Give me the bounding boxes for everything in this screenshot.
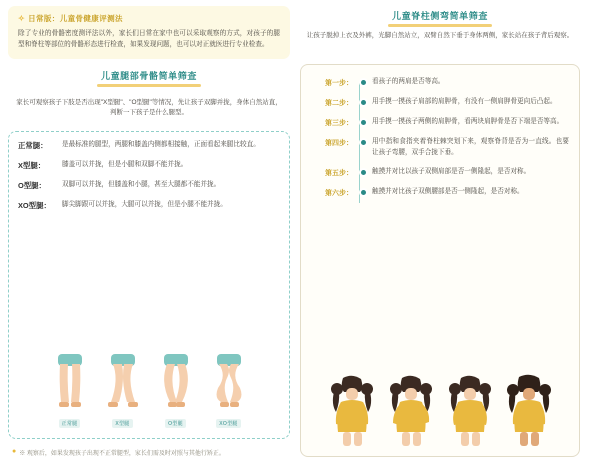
girl-figure-waist-check-icon [500,372,558,448]
step-text: 看孩子的两肩是否等高。 [372,78,445,86]
xo-legs-icon [208,354,250,412]
heading-underline [388,24,492,27]
leg-type-label: XO型腿： [18,201,51,211]
step-label: 第六步： [325,190,353,198]
leg-type-label: O型腿： [18,181,46,191]
list-item [18,160,280,171]
step-text: 触摸并对比以孩子双侧肩部是否一侧隆起，是否对称。 [372,168,531,176]
step-text: 用手摸一摸孩子两侧的肩胛骨，看两块肩胛骨是否下端是否等高。 [372,118,564,126]
leg-figure-caption: 正常腿 [59,419,81,428]
posture-check-illustration [311,372,569,450]
list-item [18,140,280,151]
left-section-subtitle: 家长可观察孩子下肢是否出现"X型腿"、"O型腿"等情况，先让孩子双脚并拢，身体自然站直，判断一下孩子是什么腿型。 [16,98,282,117]
timeline-dot-icon [356,77,370,85]
leg-figure-caption: XO型腿 [216,419,240,428]
leg-type-label: X型腿： [18,160,46,170]
note-body: 除了专业的骨骼密度测评法以外，家长们日常在家中也可以采取观察的方式，对孩子的腿型和脊柱等部位的骨骼形态进行检查，如果发现问题，也可以对正就医进行专业检查。 [18,30,280,48]
leg-type-text: 双脚可以并拢，但膝盖和小腿，甚至大腿都不能并拢。 [62,181,221,189]
list-item [313,117,569,128]
note-title [18,13,280,24]
step-text: 用中指和食指夹着脊柱棘突划下来，观察脊背是否为一直线。也要让孩子弯腰，双手合拢下垂。 [372,138,569,156]
list-item [313,77,569,88]
bullet-icon: ● [12,448,17,455]
leg-figure-caption: O型腿 [165,419,186,428]
timeline-dot-icon [356,97,370,105]
left-footer-note-text: ※ 观察后，如果发现孩子出现不正常腿型，家长们需及时对照与其他行矫正。 [19,451,225,457]
girl-figure-bend-forward-icon [441,372,499,448]
list-item [18,200,280,211]
right-section-heading [300,6,580,31]
right-section-subtitle: 让孩子脱掉上衣及外裤，光脚自然站立，双臂自然下垂于身体两侧，家长站在孩子背后观察。 [306,31,574,39]
leg-figure-caption: X型腿 [112,419,132,428]
right-section-heading-label: 儿童脊柱侧弯简单筛查 [391,11,488,21]
list-item [313,97,569,108]
leg-type-label: 正常腿： [18,140,48,150]
leg-type-text: 膝盖可以并拢，但是小腿和双脚不能并拢。 [62,160,188,168]
o-legs-icon [155,354,197,412]
leg-figure-normal [47,354,93,430]
x-legs-icon [102,354,144,412]
list-item [313,187,569,198]
step-label: 第三步： [325,120,353,128]
leg-types-panel [8,131,290,439]
step-label: 第二步： [325,100,353,108]
step-label: 第四步： [325,140,353,148]
leg-type-text: 脚尖脚跟可以并拢，大腿可以并拢，但是小腿不能并拢。 [62,201,227,209]
left-section-heading-label: 儿童腿部骨骼简单筛查 [100,71,197,82]
step-label: 第一步： [325,80,353,88]
list-item [313,137,569,158]
leg-figure-x [100,354,146,430]
girl-figure-shoulder-check-icon [382,372,440,448]
timeline-dot-icon [356,137,370,145]
leg-figure-o [153,354,199,430]
heading-underline [97,84,201,87]
timeline-dot-icon [356,117,370,125]
star-icon: ✧ [18,14,26,23]
steps-list [311,77,569,207]
left-section-heading [8,66,290,91]
note-title-label: 日常版：儿童骨健康评测法 [28,14,123,23]
girl-figure-front-icon [323,372,381,448]
step-label: 第五步： [325,170,353,178]
leg-type-text: 是最标准的腿型，两腿和膝盖内侧都相接触，正面看起来腿比较直。 [62,140,260,148]
leg-figure-xo [206,354,252,430]
left-footer-note [8,446,290,457]
leg-types-illustration [18,354,280,432]
daily-version-note-card [8,6,290,59]
timeline-dot-icon [356,187,370,195]
list-item [18,180,280,191]
timeline-dot-icon [356,167,370,175]
left-column [8,6,290,457]
step-text: 触摸并对比孩子双侧腰部是否一侧隆起，是否对称。 [372,188,524,196]
right-column [300,6,580,457]
scoliosis-steps-card [300,64,580,457]
step-text: 用手摸一摸孩子肩部的肩胛骨，有没有一侧肩胛骨更向后凸起。 [372,98,557,106]
normal-legs-icon [49,354,91,412]
list-item [313,167,569,178]
